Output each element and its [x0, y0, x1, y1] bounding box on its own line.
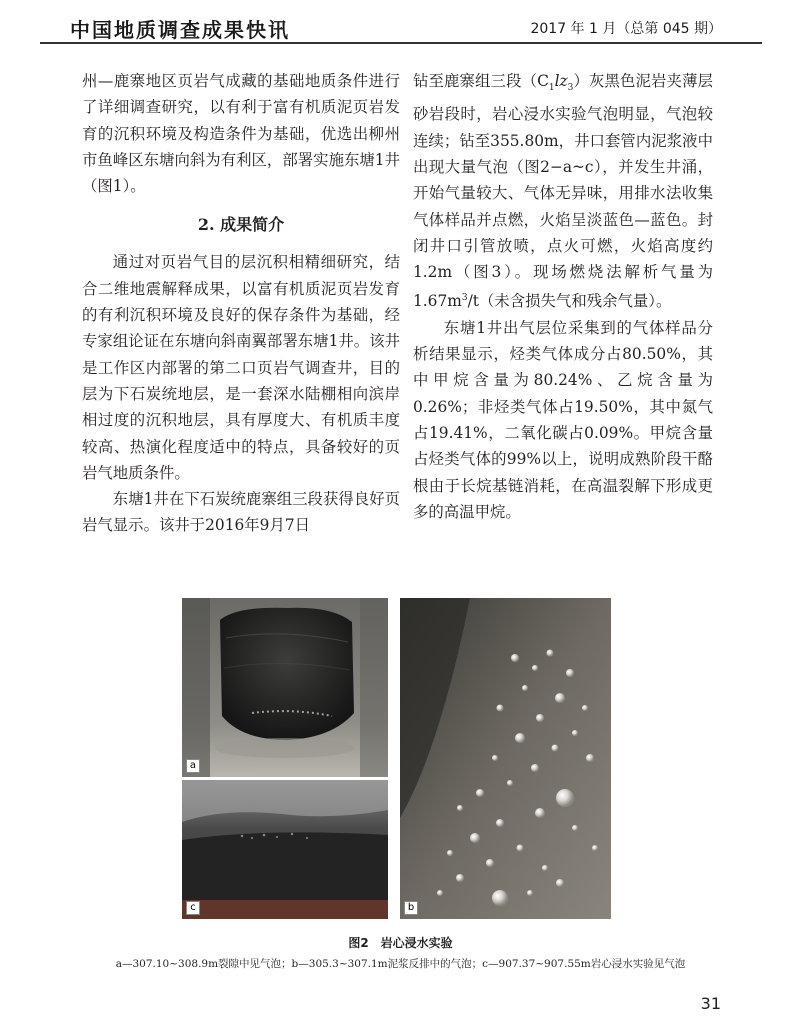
body-paragraph-1: 通过对页岩气目的层沉积相精细研究，结合二维地震解释成果，以富有机质泥页岩发育的有利沉积环境及良好的保存条件为基础，经专家组论证在东塘向斜南翼部署东塘1井。该井是工作区内部署的第二口页岩气调查井，目的层为下石炭统地层，是一套深水陆棚相向滨岸相过度的沉积地层，具有厚度大、有机质丰度较高、热演化程度适中的特点，具备较好的页岩气地质条件。 [82, 253, 400, 482]
figure-caption-title: 图2 岩心浸水实验 [348, 936, 453, 950]
para-3-end: /t（未含损失气和残余气量）。 [467, 292, 672, 311]
figure-photo-c [182, 780, 388, 919]
figure-label-a: a [186, 759, 200, 773]
intro-paragraph: 州—鹿寨地区页岩气成藏的基础地质条件进行了详细调查研究，以有利于富有机质泥页岩发育的沉积环境及构造条件为基础，优选出柳州市鱼峰区东塘向斜为有利区，部署实施东塘1井（图1）。 [82, 72, 400, 196]
unit-superscript: 3 [461, 293, 468, 304]
core-sample-photo [182, 598, 388, 777]
figure-label-b: b [404, 901, 418, 915]
body-paragraph-4: 东塘1井出气层位采集到的气体样品分析结果显示，烃类气体成分占80.50%，其中甲烷含量为80.24%、乙烷含量为0.26%；非烃类气体占19.50%，其中氮气占19.41%，二氧化碳占0.09%。甲烷含量占烃类气体的99%以上，说明成熟阶段干酪根由于长烷基链消耗，在高温裂解下形成更多的高温甲烷。 [413, 318, 713, 521]
journal-title: 中国地质调查成果快讯 [70, 18, 290, 42]
core-immersion-photo [182, 780, 388, 919]
para-3-prefix: 钻至鹿寨组三段（ [413, 72, 538, 90]
header-divider [40, 42, 762, 44]
page-header [40, 8, 760, 44]
body-paragraph-2: 东塘1井在下石炭统鹿寨组三段获得良好页岩气显示。该井于2016年9月7日 [82, 490, 400, 535]
figure-label-c: c [186, 901, 200, 915]
section-heading: 2. 成果简介 [197, 215, 285, 235]
para-3-rest: ）灰黑色泥岩夹薄层砂岩段时，岩心浸水实验气泡明显，气泡较连续；钻至355.80m，井口套管内泥浆液中出现大量气泡（图2−a~c），并发生井涌，开始气量较大、气体无异味，用排水法收集气体样品并点燃，火焰呈淡蓝色—蓝色。封闭井口引管放喷，点火可燃，火焰高度约1.2m（图3）。现场燃烧法解析气量为1.67m [413, 72, 713, 311]
issue-info: 2017 年 1 月（总第 045 期） [530, 21, 722, 37]
figure-photo-b [400, 598, 611, 919]
left-column [82, 68, 400, 539]
mud-bubbles-photo [400, 598, 611, 919]
figure-photo-a [182, 598, 388, 777]
formation-code: $C_1lz_3$ [537, 72, 574, 94]
body-paragraph-3 [413, 68, 713, 315]
right-column [413, 68, 713, 525]
page-number: 31 [700, 994, 721, 1013]
figure-caption-detail: a—307.10~308.9m裂隙中见气泡；b—305.3~307.1m泥浆反排中的气泡；c—907.37~907.55m岩心浸水实验见气泡 [115, 958, 686, 970]
